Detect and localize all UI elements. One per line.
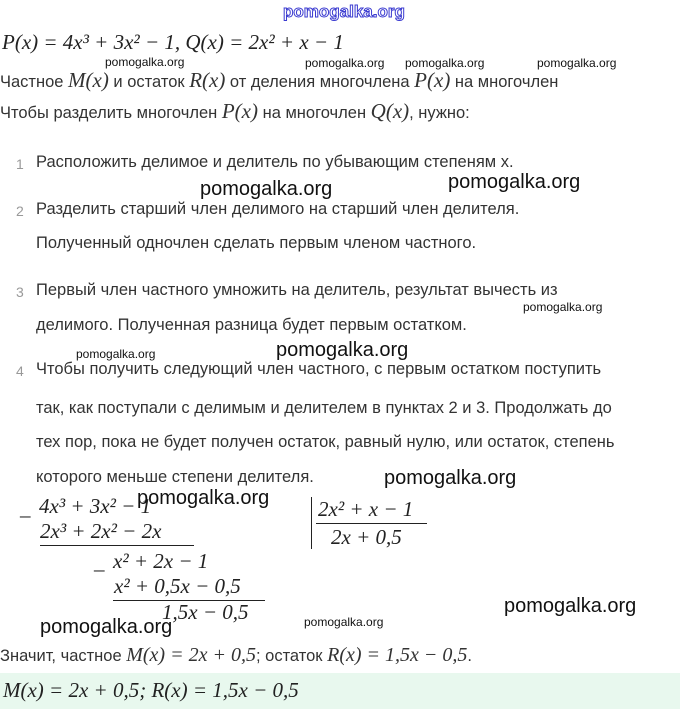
watermark-top: pomogalka.org — [283, 2, 405, 21]
p-definition: P(x) = 4x³ + 3x² − 1, — [2, 30, 181, 54]
step-number: 4 — [16, 363, 24, 379]
subtrahend-1: 2x³ + 2x² − 2x — [40, 519, 162, 543]
watermark: pomogalka.org — [537, 56, 617, 70]
watermark: pomogalka.org — [40, 616, 173, 638]
q-definition: Q(x) = 2x² + x − 1 — [185, 30, 344, 54]
quotient-line — [316, 523, 427, 524]
text: на многочлен — [258, 104, 371, 122]
dividend: 4x³ + 3x² − 1 — [39, 494, 152, 518]
watermark: pomogalka.org — [405, 56, 485, 70]
remainder-result: R(x) = 1,5x − 0,5 — [327, 644, 468, 666]
divisor: 2x² + x − 1 — [318, 497, 414, 521]
text: , нужно: — [409, 104, 470, 122]
minus-sign: _ — [20, 496, 31, 520]
watermark: pomogalka.org — [305, 56, 385, 70]
divisor-bar — [311, 497, 312, 549]
m-symbol: M(x) — [68, 68, 109, 92]
watermark: pomogalka.org — [276, 339, 409, 361]
step-line: Расположить делимое и делитель по убывающим степеням x. — [36, 153, 514, 171]
step-line: Разделить старший член делимого на старший член делителя. — [36, 200, 520, 218]
intro-line-2 — [0, 99, 470, 124]
text: Частное — [0, 73, 69, 91]
step-line: которого меньше степени делителя. — [36, 468, 314, 486]
text: . — [467, 647, 472, 665]
text: от деления многочлена — [225, 73, 415, 91]
given-polynomials — [2, 30, 344, 55]
step-line: Первый член частного умножить на делитель, результат вычесть из — [36, 281, 558, 299]
watermark: pomogalka.org — [523, 300, 603, 314]
p-symbol: P(x) — [221, 99, 258, 123]
subtrahend-2: x² + 0,5x − 0,5 — [114, 574, 241, 598]
step-number: 1 — [16, 156, 24, 172]
watermark: pomogalka.org — [105, 55, 185, 69]
text: и остаток — [108, 73, 190, 91]
step-number: 2 — [16, 203, 24, 219]
step-line: делимого. Полученная разница будет первым остатком. — [36, 316, 467, 334]
intro-line-1 — [0, 68, 558, 93]
quotient: 2x + 0,5 — [331, 525, 402, 549]
text: ; остаток — [255, 647, 328, 665]
watermark: pomogalka.org — [304, 615, 384, 629]
watermark: pomogalka.org — [137, 487, 270, 509]
step-line: так, как поступали с делимым и делителем в пунктах 2 и 3. Продолжать до — [36, 399, 612, 417]
step-line: тех пор, пока не будет получен остаток, равный нулю, или остаток, степень — [36, 433, 615, 451]
watermark: pomogalka.org — [200, 178, 333, 200]
q-symbol: Q(x) — [370, 99, 410, 123]
step-line: Полученный одночлен сделать первым членом частного. — [36, 234, 477, 252]
answer: M(x) = 2x + 0,5; R(x) = 1,5x − 0,5 — [3, 678, 299, 702]
step-line: Чтобы получить следующий член частного, с первым остатком поступить — [36, 360, 602, 378]
step-number: 3 — [16, 284, 24, 300]
conclusion — [0, 644, 472, 667]
text: на многочлен — [450, 73, 559, 91]
watermark: pomogalka.org — [504, 595, 637, 617]
quotient-result: M(x) = 2x + 0,5 — [126, 644, 256, 666]
r-symbol: R(x) — [189, 68, 226, 92]
watermark: pomogalka.org — [448, 171, 581, 193]
division-line — [40, 545, 194, 546]
text: Значит, частное — [0, 647, 127, 665]
watermark: pomogalka.org — [384, 467, 517, 489]
watermark: pomogalka.org — [76, 347, 156, 361]
remainder-2: 1,5x − 0,5 — [162, 600, 249, 624]
p-symbol: P(x) — [414, 68, 451, 92]
text: Чтобы разделить многочлен — [0, 104, 222, 122]
minus-sign: _ — [94, 550, 105, 574]
remainder-1: x² + 2x − 1 — [113, 549, 209, 573]
